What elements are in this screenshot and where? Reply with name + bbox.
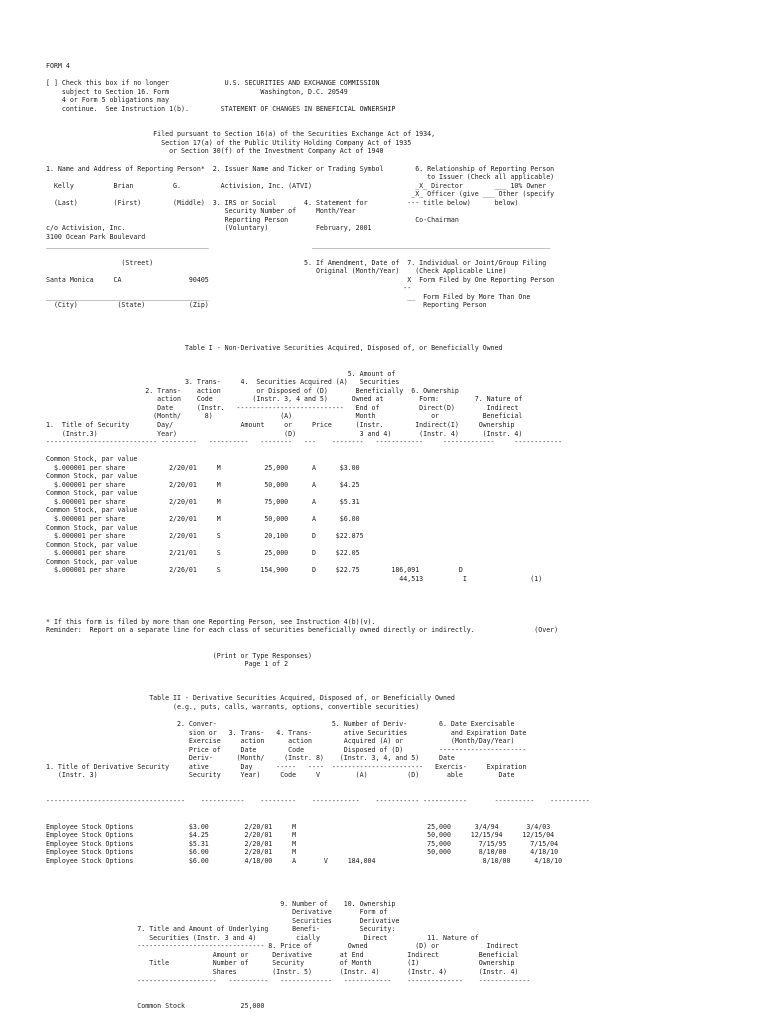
document-line: Santa Monica CA 90405 X Form Filed by One Reporting Person	[46, 275, 555, 284]
document-line	[46, 71, 590, 80]
document-line: $.000001 per share 2/20/01 M 50,000 A $6.00	[46, 514, 360, 523]
document-line	[46, 891, 590, 900]
document-line: 7. Title and Amount of Underlying Benefi- Security:	[46, 925, 396, 934]
document-line: 1. Name and Address of Reporting Person* 2. Issuer Name and Ticker or Trading Symbol 6. Relationship of Reporting Person	[46, 164, 555, 173]
document-line: 2. Conver- 5. Number of Deriv- 6. Date Exercisable	[46, 720, 515, 729]
document-line	[46, 361, 590, 370]
document-line: Kelly Brian G. Activision, Inc. (ATVI) _X_ Director ___ 10% Owner	[46, 181, 547, 190]
document-line	[46, 250, 590, 259]
document-line: (Instr. 3) Security Year) Code V (A) (D) able Date	[46, 771, 515, 780]
document-line: Common Stock, par value	[46, 523, 138, 532]
document-line: Table I - Non-Derivative Securities Acquired, Disposed of, or Beneficially Owned	[46, 344, 503, 353]
document-line: c/o Activision, Inc. (Voluntary) February, 2001	[46, 224, 372, 233]
document-line: $.000001 per share 2/26/01 S 154,900 D $22.75 186,091 D	[46, 566, 463, 575]
document-line	[46, 985, 590, 994]
document-line: Common Stock 25,000	[46, 1002, 265, 1011]
document-line: (e.g., puts, calls, warrants, options, convertible securities)	[46, 703, 420, 712]
document-line	[46, 788, 590, 797]
document-line: ---------------------------- --------- ---------- -------- --- -------- ------------ ------------- ------------	[46, 438, 563, 447]
document-line: Section 17(a) of the Public Utility Holding Company Act of 1935	[46, 138, 412, 147]
document-line	[46, 780, 590, 789]
document-line: Common Stock, par value	[46, 557, 138, 566]
document-line: [ ] Check this box if no longer U.S. SECURITIES AND EXCHANGE COMMISSION	[46, 79, 380, 88]
document-line: or Section 30(f) of the Investment Company Act of 1940	[46, 147, 384, 156]
document-line: subject to Section 16. Form Washington, D.C. 20549	[46, 87, 348, 96]
document-line	[46, 310, 590, 319]
document-line	[46, 609, 590, 618]
document-line: Filed pursuant to Section 16(a) of the Securities Exchange Act of 1934,	[46, 130, 436, 139]
document-line	[46, 327, 590, 336]
document-line: (Street) 5. If Amendment, Date of 7. Individual or Joint/Group Filing	[46, 258, 547, 267]
document-line: Date (Instr. --------------------------- End of Direct(D) Indirect	[46, 403, 519, 412]
document-line	[46, 883, 590, 892]
document-line	[46, 336, 590, 345]
document-line: Reminder: Report on a separate line for each class of securities beneficially owned directly or indirectly. (Over)	[46, 626, 559, 635]
document-line: $.000001 per share 2/20/01 S 20,100 D $22.875	[46, 532, 364, 541]
document-line	[46, 635, 590, 644]
document-line: -------------------------------- 8. Price of Owned (D) or Indirect	[46, 942, 519, 951]
form-4-document	[46, 62, 590, 1011]
document-line: (Last) (First) (Middle) 3. IRS or Social 4. Statement for --- title below) below)	[46, 198, 519, 207]
document-line	[46, 122, 590, 131]
document-line: Common Stock, par value	[46, 506, 138, 515]
document-line: --	[46, 284, 412, 293]
document-line: _________________________________________ __ Form Filed by More Than One	[46, 292, 531, 301]
document-line: $.000001 per share 2/20/01 M 75,000 A $5.31	[46, 497, 360, 506]
document-line: Reporting Person Co-Chairman	[46, 215, 459, 224]
document-line: Exercise action action Acquired (A) or (Month/Day/Year)	[46, 737, 515, 746]
document-line: _________________________________________ ____________________________________________________________	[46, 241, 551, 250]
document-line: FORM 4	[46, 62, 70, 70]
document-line: 3. Trans- 4. Securities Acquired (A) Securities	[46, 378, 400, 387]
document-line: 9. Number of 10. Ownership	[46, 899, 396, 908]
document-line: to Issuer (Check all applicable)	[46, 173, 555, 182]
document-line: 3100 Ocean Park Boulevard	[46, 232, 146, 241]
document-line: Securities (Instr. 3 and 4) cially Direct 11. Nature of	[46, 933, 479, 942]
document-line	[46, 447, 590, 456]
document-line: Title Number of Security of Month (I) Ownership	[46, 959, 515, 968]
document-line: $.000001 per share 2/20/01 M 25,000 A $3.00	[46, 463, 360, 472]
document-line: $.000001 per share 2/21/01 S 25,000 D $22.05	[46, 549, 360, 558]
document-line	[46, 686, 590, 695]
document-line: 2. Trans- action or Disposed of (D) Beneficially 6. Ownership	[46, 386, 459, 395]
document-line: (Instr.3) Year) (D) 3 and 4) (Instr. 4) (Instr. 4)	[46, 429, 523, 438]
document-line: Employee Stock Options $3.00 2/20/01 M 25,000 3/4/94 3/4/03	[46, 822, 551, 831]
document-line	[46, 669, 590, 678]
document-line: 1. Title of Derivative Security ative Day ----- ---- ----------------------- Exercis- Expiration	[46, 762, 527, 771]
document-line: 1. Title of Security Day/ Amount or Price (Instr. Indirect(I) Ownership	[46, 420, 515, 429]
document-line: continue. See Instruction 1(b). STATEMENT OF CHANGES IN BENEFICIAL OWNERSHIP	[46, 104, 396, 113]
document-line	[46, 353, 590, 362]
document-line: _X_ Officer (give ___ Other (specify	[46, 190, 555, 199]
document-line: ----------------------------------- ----------- --------- ------------ ----------- ----------- ---------- ----------	[46, 797, 590, 806]
document-line: Common Stock, par value	[46, 455, 138, 464]
document-line	[46, 600, 590, 609]
document-line	[46, 806, 590, 815]
document-line: Page 1 of 2	[46, 660, 289, 669]
document-line: Deriv- (Month/ (Instr. 8) (Instr. 3, 4, and 5) Date	[46, 754, 455, 763]
document-line	[46, 583, 590, 592]
document-line: Employee Stock Options $4.25 2/20/01 M 50,000 12/15/94 12/15/04	[46, 831, 555, 840]
document-line: * If this form is filed by more than one Reporting Person, see Instruction 4(b)(v).	[46, 617, 376, 626]
document-line	[46, 712, 590, 721]
document-line: Common Stock, par value	[46, 540, 138, 549]
document-line	[46, 156, 590, 165]
document-line: Derivative Form of	[46, 908, 388, 917]
document-line	[46, 874, 590, 883]
document-line	[46, 592, 590, 601]
document-line: $.000001 per share 2/20/01 M 50,000 A $4.25	[46, 480, 360, 489]
document-line: Table II - Derivative Securities Acquired, Disposed of, or Beneficially Owned	[46, 694, 455, 703]
document-line: 4 or Form 5 obligations may	[46, 96, 170, 105]
document-line: Amount or Derivative at End Indirect Beneficial	[46, 950, 519, 959]
document-line	[46, 814, 590, 823]
document-line: (Month/ 8) (A) Month or Beneficial	[46, 412, 523, 421]
document-line: (Print or Type Responses)	[46, 651, 312, 660]
document-line	[46, 677, 590, 686]
document-line	[46, 643, 590, 652]
document-line: 44,513 I (1)	[46, 574, 543, 583]
document-line: action Code (Instr. 3, 4 and 5) Owned at Form: 7. Nature of	[46, 395, 523, 404]
document-line: Securities Derivative	[46, 916, 400, 925]
document-line	[46, 994, 590, 1003]
document-line: Shares (Instr. 5) (Instr. 4) (Instr. 4) (Instr. 4)	[46, 967, 519, 976]
document-line: Security Number of Month/Year	[46, 207, 356, 216]
document-line: Employee Stock Options $6.00 2/20/01 M 50,000 8/10/00 4/18/10	[46, 848, 559, 857]
document-line	[46, 865, 590, 874]
document-line	[46, 113, 590, 122]
document-line: Employee Stock Options $6.00 4/18/00 A V 184,004 8/10/00 4/18/10	[46, 856, 563, 865]
document-line	[46, 318, 590, 327]
document-line: (City) (State) (Zip) Reporting Person	[46, 301, 487, 310]
document-line: Price of Date Code Disposed of (D) ----------------------	[46, 745, 527, 754]
document-line: Common Stock, par value	[46, 489, 138, 498]
document-line: Common Stock, par value	[46, 472, 138, 481]
document-line: Original (Month/Year) (Check Applicable Line)	[46, 267, 507, 276]
document-line: -------------------- ---------- ------------- ------------ -------------- -------------	[46, 976, 531, 985]
document-line: Employee Stock Options $5.31 2/20/01 M 75,000 7/15/95 7/15/04	[46, 839, 559, 848]
document-line: sion or 3. Trans- 4. Trans- ative Securities and Expiration Date	[46, 728, 527, 737]
document-line: 5. Amount of	[46, 369, 396, 378]
